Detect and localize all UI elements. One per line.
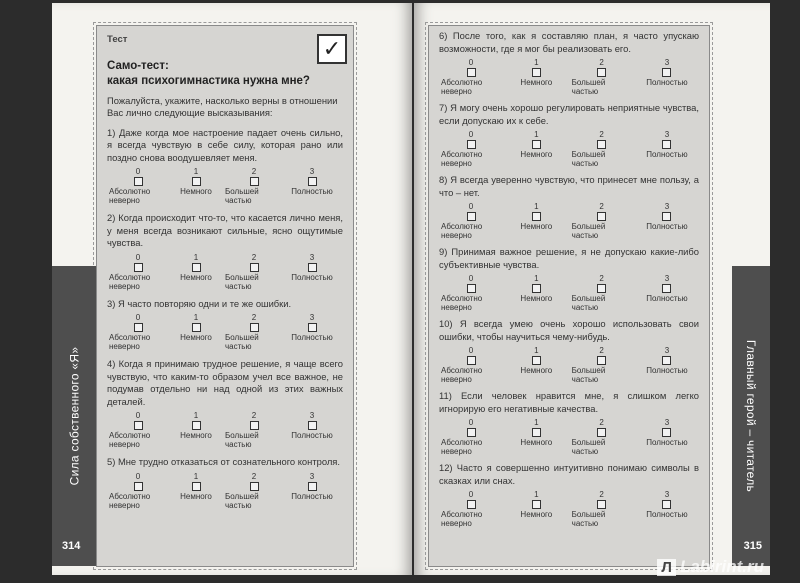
answer-option[interactable] xyxy=(225,167,283,205)
option-value: 2 xyxy=(251,313,257,322)
option-value: 3 xyxy=(664,130,670,139)
option-label: Большей частью xyxy=(225,272,259,291)
right-sidebar xyxy=(732,266,770,566)
option-value: 3 xyxy=(309,471,315,481)
answer-option[interactable] xyxy=(506,58,566,96)
checkbox[interactable] xyxy=(192,421,201,430)
answer-option[interactable] xyxy=(637,58,697,96)
checkbox[interactable] xyxy=(532,212,541,221)
left-question-list xyxy=(107,127,343,510)
checkbox[interactable] xyxy=(250,482,259,491)
answer-option[interactable] xyxy=(283,411,341,449)
option-label: Абсолютно неверно xyxy=(441,438,483,456)
option-label: Немного xyxy=(520,510,553,519)
option-label: Большей частью xyxy=(571,510,606,528)
question-text: 1) Даже когда мое настроение падает очень сильно, я всегда чувствую в себе силу, которая рано или поздно снова воодушевляет меня. xyxy=(107,126,343,163)
checkbox[interactable] xyxy=(250,177,259,186)
answer-option[interactable] xyxy=(506,418,566,456)
checkbox[interactable] xyxy=(467,140,476,149)
watermark xyxy=(657,557,764,577)
question-text: 4) Когда я принимаю трудное решение, я чаще всего чувствую, что каким-то образом учел все важное, не подумав отдельно ни над одной из этих важных деталей. xyxy=(107,358,343,407)
option-value: 2 xyxy=(251,411,257,420)
answer-option[interactable] xyxy=(167,313,225,351)
option-label: Полностью xyxy=(646,150,688,159)
right-page xyxy=(414,3,770,575)
option-label: Полностью xyxy=(646,366,688,375)
checkbox[interactable] xyxy=(597,500,606,509)
checkbox[interactable] xyxy=(308,177,317,186)
option-value: 3 xyxy=(664,202,670,211)
question-text: 2) Когда происходит что-то, что касается лично меня, у меня всегда возникают сильные, ясно ощутимые чувства. xyxy=(107,212,343,248)
answer-option[interactable] xyxy=(109,313,167,351)
answer-scale xyxy=(107,253,343,291)
answer-scale xyxy=(107,313,343,351)
answer-option[interactable] xyxy=(441,130,501,168)
answer-option[interactable] xyxy=(637,490,697,528)
answer-scale xyxy=(439,202,699,240)
checkbox[interactable] xyxy=(597,68,606,77)
checkbox[interactable] xyxy=(662,500,671,509)
option-value: 2 xyxy=(599,418,604,427)
checkbox[interactable] xyxy=(532,500,541,509)
watermark-text: Labirint.ru xyxy=(679,557,764,576)
option-label: Немного xyxy=(520,150,553,159)
option-label: Абсолютно неверно xyxy=(441,78,483,96)
test-box-right xyxy=(428,25,710,567)
option-value: 1 xyxy=(534,346,539,355)
question-text: 10) Я всегда умею очень хорошо использовать свои ошибки, чтобы научиться чему-нибудь. xyxy=(439,318,699,342)
option-label: Абсолютно неверно xyxy=(109,431,151,449)
answer-option[interactable] xyxy=(283,167,341,205)
answer-option[interactable] xyxy=(283,472,341,510)
option-value: 1 xyxy=(193,252,199,262)
answer-option[interactable] xyxy=(283,253,341,291)
checkbox[interactable] xyxy=(662,68,671,77)
question-text: 6) После того, как я составляю план, я часто упускаю возможности, где я мог бы реализовать его. xyxy=(439,30,699,54)
checkbox[interactable] xyxy=(467,212,476,221)
checkbox[interactable] xyxy=(467,428,476,437)
question-text: 7) Я могу очень хорошо регулировать неприятные чувства, если допускаю их к себе. xyxy=(439,102,699,126)
answer-option[interactable] xyxy=(572,202,632,240)
option-value: 2 xyxy=(599,202,604,211)
option-label: Большей частью xyxy=(225,333,259,351)
option-label: Абсолютно неверно xyxy=(441,150,483,168)
option-label: Абсолютно неверно xyxy=(441,294,483,312)
answer-option[interactable] xyxy=(441,418,501,456)
checkbox[interactable] xyxy=(250,323,259,332)
option-value: 1 xyxy=(193,313,199,322)
checkmark-icon: ✓ xyxy=(317,34,347,64)
checkbox[interactable] xyxy=(308,482,317,491)
answer-option[interactable] xyxy=(637,346,697,384)
option-label: Большей частью xyxy=(225,187,259,205)
answer-option[interactable] xyxy=(225,253,283,291)
checkbox[interactable] xyxy=(308,323,317,332)
option-value: 2 xyxy=(599,346,604,355)
answer-option[interactable] xyxy=(283,313,341,351)
option-value: 2 xyxy=(251,167,257,176)
intro-text: Пожалуйста, укажите, насколько верны в отношении Вас лично следующие высказывания: xyxy=(107,94,338,118)
answer-option[interactable] xyxy=(225,313,283,351)
option-value: 1 xyxy=(534,490,539,499)
answer-option[interactable] xyxy=(637,202,697,240)
answer-option[interactable] xyxy=(506,130,566,168)
option-value: 1 xyxy=(534,58,539,67)
option-label: Большей частью xyxy=(571,366,606,384)
option-label: Полностью xyxy=(291,272,333,282)
answer-option[interactable] xyxy=(167,253,225,291)
option-label: Полностью xyxy=(646,510,688,519)
checkbox[interactable] xyxy=(250,263,259,272)
answer-option[interactable] xyxy=(225,472,283,510)
answer-option[interactable] xyxy=(572,130,632,168)
right-question-list xyxy=(439,30,699,528)
option-label: Полностью xyxy=(291,187,333,196)
checkbox[interactable] xyxy=(662,356,671,365)
checkbox[interactable] xyxy=(308,263,317,272)
question-text: 3) Я часто повторяю одни и те же ошибки. xyxy=(107,297,292,309)
question-text: 11) Если человек нравится мне, я слишком легко игнорирую его негативные качества. xyxy=(439,390,699,414)
option-value: 0 xyxy=(468,58,474,67)
option-label: Немного xyxy=(520,366,553,375)
answer-scale xyxy=(107,167,343,205)
option-value: 1 xyxy=(534,418,539,427)
answer-scale xyxy=(439,346,699,384)
answer-option[interactable] xyxy=(441,490,501,528)
question-text: 12) Часто я совершенно интуитивно понимаю символы в сказках или снах. xyxy=(439,462,699,486)
option-value: 3 xyxy=(309,167,315,176)
option-label: Абсолютно неверно xyxy=(441,366,483,384)
option-value: 3 xyxy=(664,418,670,427)
option-value: 2 xyxy=(599,130,604,139)
option-value: 3 xyxy=(309,252,315,262)
question-text: 8) Я всегда уверенно чувствую, что принесет мне пользу, а что – нет. xyxy=(439,174,699,198)
option-label: Немного xyxy=(180,333,212,342)
answer-option[interactable] xyxy=(167,411,225,449)
option-value: 0 xyxy=(468,202,474,211)
answer-option[interactable] xyxy=(441,202,501,240)
option-value: 1 xyxy=(534,274,539,283)
option-label: Большей частью xyxy=(571,438,606,456)
answer-option[interactable] xyxy=(441,58,501,96)
checkbox[interactable] xyxy=(467,500,476,509)
option-label: Большей частью xyxy=(225,491,259,510)
option-label: Большей частью xyxy=(571,150,606,168)
answer-option[interactable] xyxy=(109,167,167,205)
checkbox[interactable] xyxy=(597,356,606,365)
option-label: Немного xyxy=(180,272,212,282)
checkbox[interactable] xyxy=(308,421,317,430)
checkbox[interactable] xyxy=(597,212,606,221)
answer-option[interactable] xyxy=(506,346,566,384)
option-label: Абсолютно неверно xyxy=(441,222,483,240)
option-value: 1 xyxy=(534,202,539,211)
checkbox[interactable] xyxy=(250,421,259,430)
option-label: Немного xyxy=(520,222,553,231)
answer-option[interactable] xyxy=(109,411,167,449)
checkbox[interactable] xyxy=(467,356,476,365)
answer-option[interactable] xyxy=(572,418,632,456)
option-value: 0 xyxy=(468,490,474,499)
checkbox[interactable] xyxy=(662,284,671,293)
answer-scale xyxy=(439,490,699,528)
option-label: Большей частью xyxy=(571,222,606,240)
option-label: Абсолютно неверно xyxy=(109,272,151,291)
option-label: Абсолютно неверно xyxy=(109,491,151,510)
checkbox[interactable] xyxy=(532,428,541,437)
option-value: 1 xyxy=(534,130,539,139)
option-label: Полностью xyxy=(646,438,688,447)
test-title xyxy=(107,59,343,89)
answer-option[interactable] xyxy=(109,253,167,291)
option-value: 0 xyxy=(468,346,474,355)
question-text: 9) Принимая важное решение, я не допускаю какие-либо субъективные чувства. xyxy=(439,246,699,270)
option-label: Немного xyxy=(520,294,553,303)
option-value: 1 xyxy=(193,411,199,420)
left-running-title: Сила собственного «Я» xyxy=(67,346,82,486)
answer-option[interactable] xyxy=(167,167,225,205)
option-value: 3 xyxy=(664,274,670,283)
checkbox[interactable] xyxy=(134,482,143,491)
option-value: 0 xyxy=(468,130,474,139)
option-label: Немного xyxy=(520,78,553,87)
option-value: 3 xyxy=(664,346,670,355)
option-value: 0 xyxy=(135,411,141,420)
left-page xyxy=(52,3,412,575)
option-value: 0 xyxy=(468,274,474,283)
option-value: 3 xyxy=(309,313,315,322)
option-value: 1 xyxy=(193,167,199,176)
option-label: Немного xyxy=(180,431,212,440)
option-label: Абсолютно неверно xyxy=(109,333,151,351)
checkbox[interactable] xyxy=(467,68,476,77)
checkbox[interactable] xyxy=(532,356,541,365)
option-label: Большей частью xyxy=(571,294,606,312)
title-line-1: Само-тест: xyxy=(107,59,169,72)
option-label: Абсолютно неверно xyxy=(109,187,151,205)
option-label: Полностью xyxy=(646,222,688,231)
answer-option[interactable] xyxy=(506,274,566,312)
option-label: Немного xyxy=(520,438,553,447)
answer-option[interactable] xyxy=(572,58,632,96)
answer-scale xyxy=(439,58,699,96)
option-label: Немного xyxy=(180,491,212,501)
right-running-title: Главный герой – читатель xyxy=(744,339,759,493)
answer-option[interactable] xyxy=(506,202,566,240)
checkbox[interactable] xyxy=(532,140,541,149)
option-value: 0 xyxy=(135,471,141,481)
option-value: 2 xyxy=(599,274,604,283)
checkbox[interactable] xyxy=(532,284,541,293)
checkbox[interactable] xyxy=(192,482,201,491)
answer-option[interactable] xyxy=(637,130,697,168)
left-sidebar xyxy=(52,266,96,566)
answer-scale xyxy=(439,418,699,456)
checkbox[interactable] xyxy=(192,263,201,272)
left-page-number: 314 xyxy=(62,540,81,552)
checkbox[interactable] xyxy=(662,140,671,149)
answer-option[interactable] xyxy=(441,274,501,312)
answer-option[interactable] xyxy=(572,490,632,528)
option-label: Полностью xyxy=(646,78,688,87)
checkbox[interactable] xyxy=(134,323,143,332)
checkbox[interactable] xyxy=(597,428,606,437)
option-label: Немного xyxy=(180,187,212,196)
option-label: Полностью xyxy=(291,431,333,440)
option-label: Большей частью xyxy=(225,431,259,449)
option-value: 3 xyxy=(309,411,315,420)
option-value: 0 xyxy=(135,252,141,262)
option-value: 2 xyxy=(251,471,257,481)
answer-option[interactable] xyxy=(637,274,697,312)
option-value: 2 xyxy=(251,252,257,262)
title-line-2: какая психогимнастика нужна мне? xyxy=(107,74,310,87)
option-value: 2 xyxy=(599,490,604,499)
right-page-number: 315 xyxy=(743,540,762,552)
checkbox[interactable] xyxy=(134,177,143,186)
option-label: Полностью xyxy=(291,491,333,501)
option-value: 0 xyxy=(135,167,141,176)
test-box-left xyxy=(96,25,354,567)
option-label: Большей частью xyxy=(571,78,606,96)
checkbox[interactable] xyxy=(597,284,606,293)
checkbox[interactable] xyxy=(467,284,476,293)
answer-scale xyxy=(439,130,699,168)
checkbox[interactable] xyxy=(192,177,201,186)
checkbox[interactable] xyxy=(134,421,143,430)
watermark-logo: Л xyxy=(657,559,676,576)
answer-option[interactable] xyxy=(109,472,167,510)
checkbox[interactable] xyxy=(192,323,201,332)
option-value: 0 xyxy=(468,418,474,427)
question-text: 5) Мне трудно отказаться от сознательного контроля. xyxy=(107,456,340,467)
answer-option[interactable] xyxy=(225,411,283,449)
answer-option[interactable] xyxy=(572,346,632,384)
option-value: 3 xyxy=(664,490,670,499)
checkbox[interactable] xyxy=(662,428,671,437)
option-label: Абсолютно неверно xyxy=(441,510,483,528)
option-label: Полностью xyxy=(291,333,333,342)
answer-option[interactable] xyxy=(572,274,632,312)
answer-scale xyxy=(107,411,343,449)
checkbox[interactable] xyxy=(597,140,606,149)
answer-option[interactable] xyxy=(167,472,225,510)
option-value: 3 xyxy=(664,58,670,67)
answer-option[interactable] xyxy=(637,418,697,456)
checkbox[interactable] xyxy=(134,263,143,272)
option-value: 0 xyxy=(135,313,141,322)
checkbox[interactable] xyxy=(532,68,541,77)
answer-scale xyxy=(107,472,343,510)
answer-scale xyxy=(439,274,699,312)
option-label: Полностью xyxy=(646,294,688,303)
answer-option[interactable] xyxy=(506,490,566,528)
answer-option[interactable] xyxy=(441,346,501,384)
section-label: Тест xyxy=(107,34,128,45)
option-value: 2 xyxy=(599,58,604,67)
checkbox[interactable] xyxy=(662,212,671,221)
option-value: 1 xyxy=(193,471,199,481)
